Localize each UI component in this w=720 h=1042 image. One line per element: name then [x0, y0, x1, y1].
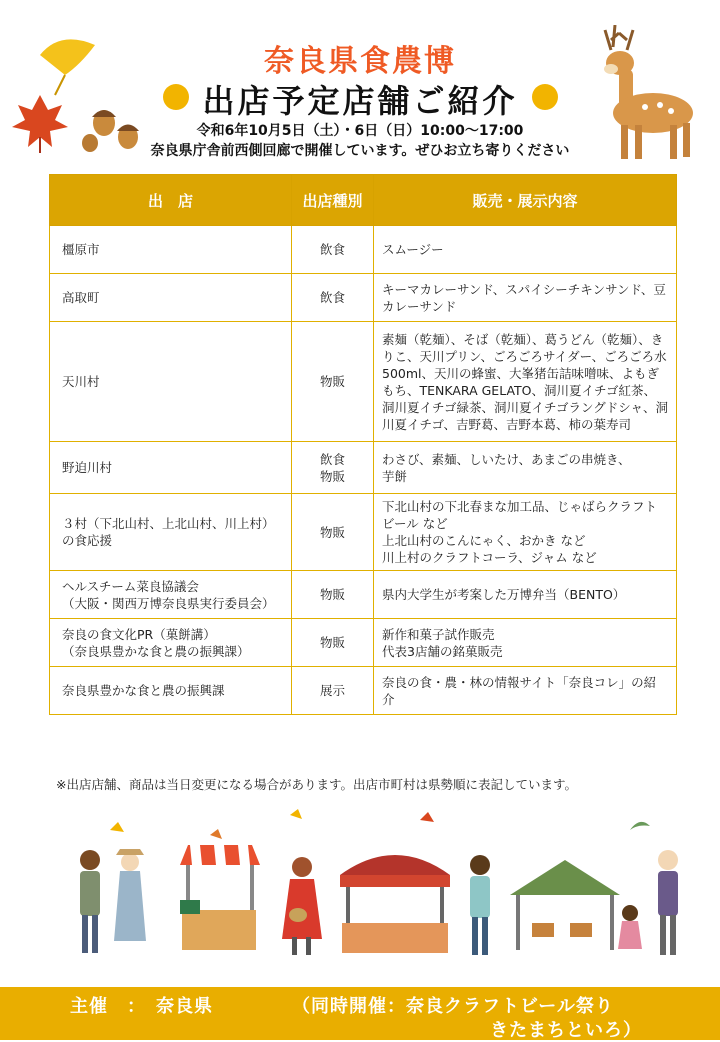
- shop-content: 県内大学生が考案した万博弁当（BENTO）: [374, 571, 677, 619]
- shop-type: 飲食: [292, 274, 374, 322]
- concurrent-event-line1: （同時開催：奈良クラフトビール祭り: [292, 996, 614, 1017]
- shop-content: スムージー: [374, 226, 677, 274]
- header-shop: 出 店: [50, 175, 292, 226]
- shop-name: ３村（下北山村、上北山村、川上村） の食応援: [50, 494, 292, 571]
- shop-content: キーマカレーサンド、スパイシーチキンサンド、豆カレーサンド: [374, 274, 677, 322]
- shop-type: 展示: [292, 667, 374, 715]
- shop-name: 野迫川村: [50, 442, 292, 494]
- shop-name: 奈良県豊かな食と農の振興課: [50, 667, 292, 715]
- header-content: 販売・展示内容: [374, 175, 677, 226]
- organizer-label: 主催 ： 奈良県: [70, 996, 213, 1017]
- shop-content: 奈良の食・農・林の情報サイト「奈良コレ」の紹介: [374, 667, 677, 715]
- shop-table: [49, 174, 677, 715]
- market-scene-illustration: [40, 805, 700, 975]
- event-date: 令和6年10月5日（土）・6日（日）10:00～17:00: [196, 123, 524, 139]
- table-row: [50, 619, 677, 667]
- concurrent-event-line2: きたまちといろ）: [490, 1020, 642, 1041]
- table-row: [50, 571, 677, 619]
- header-type: 出店種別: [292, 175, 374, 226]
- shop-content: 素麺（乾麺）、そば（乾麺）、葛うどん（乾麺）、きりこ、天川プリン、ごろごろサイダー、ごろごろ水500ml、天川の蜂蜜、大峯猪缶詰味噌味、よもぎもち、TENKARA GELATO、洞川夏イチゴ紅茶、洞川夏イチゴ緑茶、洞川夏イチゴラングドシャ、洞川夏イチゴ、吉野葛、吉野本葛、柿の葉寿司: [374, 322, 677, 442]
- disclaimer-note: ※出店店舗、商品は当日変更になる場合があります。出店市町村は県勢順に表記しています。: [56, 777, 577, 792]
- shop-type: 物販: [292, 494, 374, 571]
- shop-content: わさび、素麺、しいたけ、あまごの串焼き、 芋餅: [374, 442, 677, 494]
- table-row: [50, 667, 677, 715]
- table-row: [50, 442, 677, 494]
- shop-name: 奈良の食文化PR（菓餅講） （奈良県豊かな食と農の振興課）: [50, 619, 292, 667]
- event-title: 奈良県食農博: [264, 44, 456, 79]
- shop-type: 物販: [292, 571, 374, 619]
- shop-type: 飲食 物販: [292, 442, 374, 494]
- event-venue: 奈良県庁舎前西側回廊で開催しています。ぜひお立ち寄りください: [150, 143, 570, 159]
- table-row: [50, 494, 677, 571]
- shop-type: 物販: [292, 619, 374, 667]
- shop-name: 天川村: [50, 322, 292, 442]
- shop-name: 橿原市: [50, 226, 292, 274]
- table-row: [50, 274, 677, 322]
- shop-content: 下北山村の下北春まな加工品、じゃばらクラフトビール など 上北山村のこんにゃく、おかき など 川上村のクラフトコーラ、ジャム など: [374, 494, 677, 571]
- shop-content: 新作和菓子試作販売 代表3店舗の銘菓販売: [374, 619, 677, 667]
- shop-type: 飲食: [292, 226, 374, 274]
- page-title: 出店予定店舗ご紹介: [202, 82, 518, 120]
- table-row: [50, 322, 677, 442]
- table-header-row: [50, 175, 677, 226]
- shop-name: 高取町: [50, 274, 292, 322]
- table-row: [50, 226, 677, 274]
- shop-name: ヘルスチーム菜良協議会 （大阪・関西万博奈良県実行委員会）: [50, 571, 292, 619]
- shop-type: 物販: [292, 322, 374, 442]
